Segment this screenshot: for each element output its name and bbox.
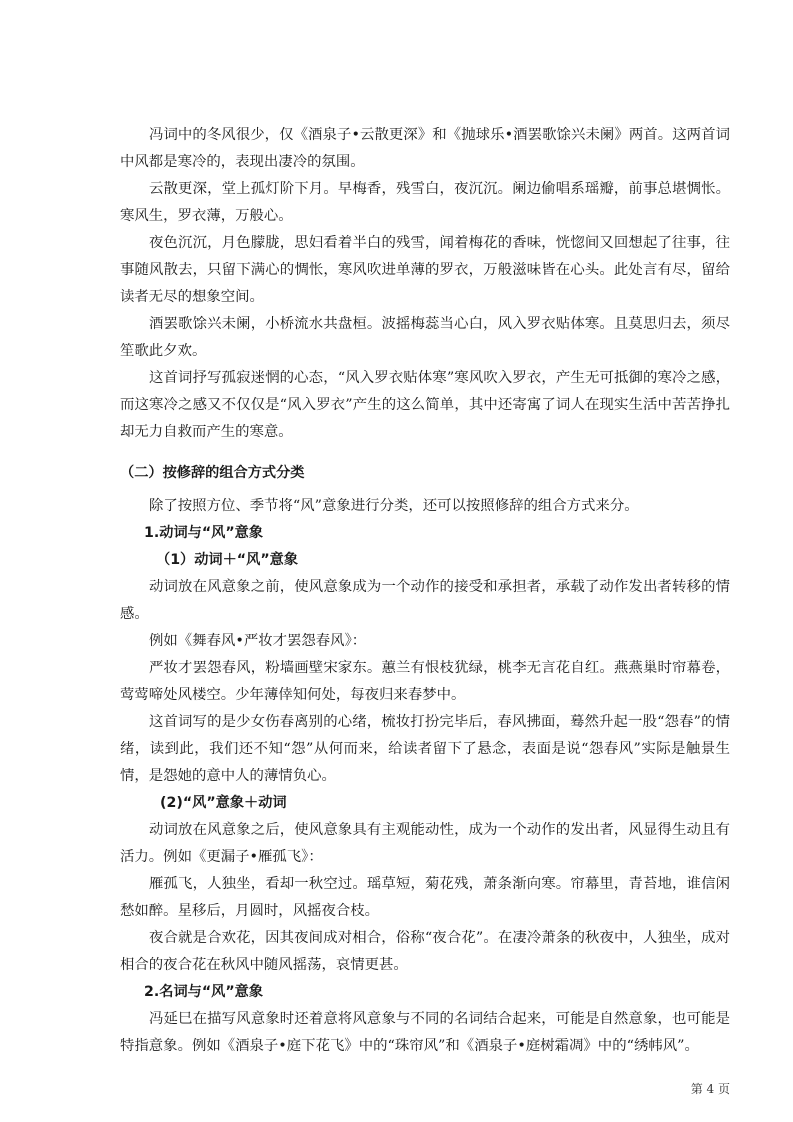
paragraph: 例如《舞春风•严妆才罢怨春风》： xyxy=(149,633,367,649)
section-intro: 除了按照方位、季节将“风”意象进行分类，还可以按照修辞的组合方式来分。 xyxy=(149,498,639,514)
paragraph: 动词放在风意象之前，使风意象成为一个动作的接受和承担者，承载了动作发出者转移的情感。 xyxy=(120,579,730,622)
subheading-wind-plus-verb: (2)“风”意象＋动词 xyxy=(160,795,287,811)
paragraph: 冯词中的冬风很少，仅《酒泉子•云散更深》和《抛球乐•酒罢歌馀兴未阑》两首。这两首词中风都是寒冷的，表现出凄冷的氛围。 xyxy=(120,127,730,170)
paragraph: 冯延巳在描写风意象时还着意将风意象与不同的名词结合起来，可能是自然意象，也可能是特指意象。例如《酒泉子•庭下花飞》中的“珠帘风”和《酒泉子•庭树霜凋》中的“绣帏风”。 xyxy=(120,1011,730,1054)
subheading-verb-wind: 1.动词与“风”意象 xyxy=(144,525,264,541)
poem-text: 酒罢歌馀兴未阑，小桥流水共盘桓。波摇梅蕊当心白，风入罗衣贴体寒。且莫思归去，须尽笙歌此夕欢。 xyxy=(120,316,730,359)
paragraph: 夜合就是合欢花，因其夜间成对相合，俗称“夜合花”。在凄冷萧条的秋夜中，人独坐，成对相合的夜合花在秋风中随风摇荡，哀情更甚。 xyxy=(120,930,730,973)
poem-text: 云散更深，堂上孤灯阶下月。早梅香，残雪白，夜沉沉。阑边偷唱系瑶瓣，前事总堪惆怅。寒风生，罗衣薄，万般心。 xyxy=(120,181,730,224)
paragraph: 这首词抒写孤寂迷惘的心态，“风入罗衣贴体寒”寒风吹入罗衣，产生无可抵御的寒冷之感，而这寒冷之感又不仅仅是“风入罗衣”产生的这么简单，其中还寄寓了词人在现实生活中苦苦挣扎却无力自救而产生的寒意。 xyxy=(120,370,730,440)
page-number: 第 4 页 xyxy=(690,1082,730,1096)
paragraph: 这首词写的是少女伤春离别的心绪，梳妆打扮完毕后，春风拂面，蓦然升起一股“怨春”的情绪，读到此，我们还不知“怨”从何而来，给读者留下了悬念，表面是说“怨春风”实际是触景生情，是怨她的意中人的薄情负心。 xyxy=(120,714,730,784)
paragraph: 夜色沉沉，月色朦胧，思妇看着半白的残雪，闻着梅花的香味，恍惚间又回想起了往事，往事随风散去，只留下满心的惆怅，寒风吹进单薄的罗衣，万般滋味皆在心头。此处言有尽，留给读者无尽的想象空间。 xyxy=(120,235,730,305)
poem-text: 雁孤飞，人独坐，看却一秋空过。瑶草短，菊花残，萧条渐向寒。帘幕里，青苔地，谁信闲愁如醉。星移后，月圆时，风摇夜合枝。 xyxy=(120,876,730,919)
subheading-verb-plus-wind: （1）动词＋“风”意象 xyxy=(156,552,299,568)
section-heading: （二）按修辞的组合方式分类 xyxy=(120,465,305,481)
paragraph: 动词放在风意象之后，使风意象具有主观能动性，成为一个动作的发出者，风显得生动且有活力。例如《更漏子•雁孤飞》： xyxy=(120,822,730,865)
subheading-noun-wind: 2.名词与“风”意象 xyxy=(144,984,264,1000)
page-content xyxy=(120,122,730,1060)
poem-text: 严妆才罢怨春风，粉墙画壁宋家东。蕙兰有恨枝犹绿，桃李无言花自红。燕燕巢时帘幕卷，莺莺啼处风楼空。少年薄倖知何处，每夜归来春梦中。 xyxy=(120,660,730,703)
